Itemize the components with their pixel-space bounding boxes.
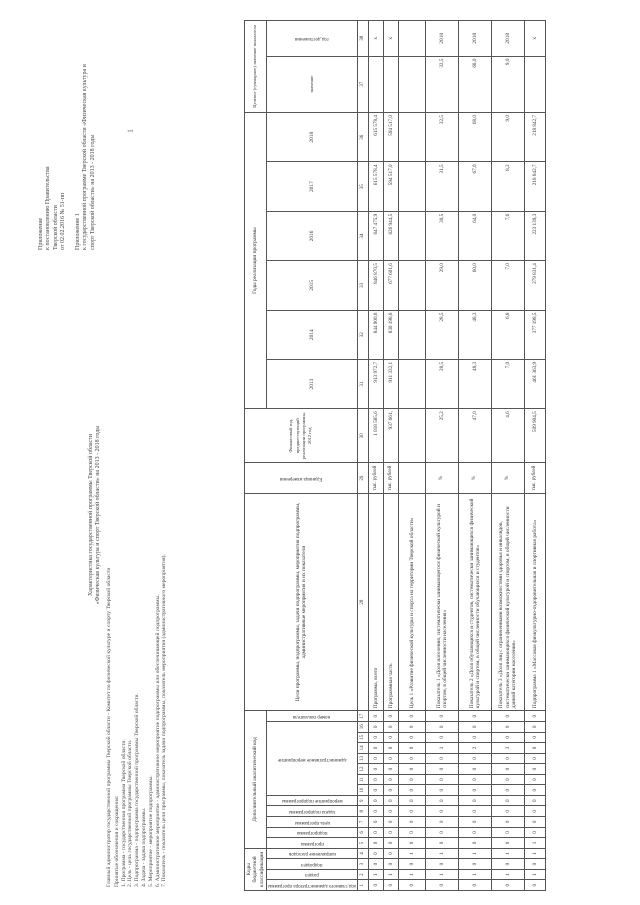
row-unit-cell: тыс. рублей [369, 463, 384, 494]
row-unit-cell: % [492, 463, 525, 494]
col-number: 9 [358, 795, 369, 806]
code-cell: 0 [459, 859, 492, 870]
code-cell: 0 [525, 753, 546, 764]
code-cell: 0 [426, 795, 459, 806]
header-target: Целевое (суммарное) значение показателя [245, 21, 267, 113]
code-cell: 0 [369, 827, 384, 838]
code-cell: 0 [525, 859, 546, 870]
row-unit-cell: тыс. рублей [525, 463, 546, 494]
value-2012-cell [399, 409, 426, 463]
code-cell: 0 [426, 785, 459, 796]
value-2014-cell: 6,8 [492, 310, 525, 359]
code-cell: 0 [525, 806, 546, 817]
code-cell: 0 [492, 795, 525, 806]
target-year-cell: х [525, 21, 546, 57]
value-2013-cell: 7,0 [492, 359, 525, 408]
appendix-line: Тверской области [52, 205, 59, 250]
target-value-cell [369, 56, 384, 112]
code-cell: 0 [426, 774, 459, 785]
col-number: 31 [358, 359, 369, 408]
legend-item: 2. Цель - цель государственной программы Тверской области. [127, 739, 134, 887]
header-value: значение [267, 56, 358, 112]
col-number: 14 [358, 743, 369, 754]
value-2015-cell: 279 831,4 [525, 261, 546, 310]
row-name-cell: Показатель 2 «Доля обучающихся и студентов, систематически занимающихся физической культурой и спортом, в общей численности обучающихся и студентов» [459, 493, 492, 710]
code-cell: 0 [399, 795, 426, 806]
code-cell: 1 [384, 869, 399, 880]
value-2012-cell: 4,6 [492, 409, 525, 463]
col-number: 12 [358, 764, 369, 775]
code-cell: 0 [384, 880, 399, 891]
code-cell: 0 [459, 711, 492, 722]
header-admin-event: административное мероприятие [267, 722, 358, 796]
value-2012-cell: 25,2 [426, 409, 459, 463]
value-2017-cell: 218 842,7 [525, 162, 546, 211]
col-number: 30 [358, 409, 369, 463]
target-value-cell [384, 56, 399, 112]
code-cell: 0 [369, 774, 384, 785]
value-2015-cell [399, 261, 426, 310]
code-cell: 0 [492, 880, 525, 891]
code-cell: 0 [369, 859, 384, 870]
code-cell: 0 [459, 753, 492, 764]
code-cell: 0 [369, 838, 384, 849]
value-2013-cell: 913 972,7 [369, 359, 384, 408]
code-cell: 1 [525, 838, 546, 849]
legend-item: 7. Показатель - показатель цели программы, показатель задачи подпрограммы, показатель мероприятия (административного мероприятия). [161, 554, 168, 887]
header-2016: 2016 [267, 211, 358, 260]
header-csr-sub: подпрограмма [267, 827, 358, 838]
appendix-line: к государственной программе Тверской области «Физическая культура и [82, 64, 89, 250]
legend-item: 6. Административное мероприятие - административное мероприятие подпрограммы или обеспечивающей подпрограммы. [154, 594, 161, 887]
row-unit-cell [399, 463, 426, 494]
code-cell: 0 [384, 785, 399, 796]
target-value-cell [399, 56, 426, 112]
value-2014-cell: 844 900,8 [369, 310, 384, 359]
code-cell: 0 [399, 827, 426, 838]
code-cell: 1 [492, 869, 525, 880]
value-2016-cell [399, 211, 426, 260]
target-year-cell: х [369, 21, 384, 57]
value-2012-cell: 1 018 585,6 [369, 409, 384, 463]
document-heading [88, 275, 102, 755]
code-cell: 0 [492, 859, 525, 870]
header-2015: 2015 [267, 261, 358, 310]
target-value-cell [525, 56, 546, 112]
value-2017-cell: 615 578,4 [369, 162, 384, 211]
value-2014-cell: 48,3 [459, 310, 492, 359]
heading-line: «Физическая культура и спорт Тверской области» на 2013 - 2018 годы [95, 425, 102, 605]
legend-item: 3. Подпрограмма - подпрограмма государственной программы Тверской области. [134, 693, 141, 887]
row-unit-cell: тыс. рублей [384, 463, 399, 494]
code-cell: 0 [492, 827, 525, 838]
code-cell: 0 [384, 722, 399, 733]
code-cell: 0 [426, 859, 459, 870]
header-section: раздел [267, 869, 358, 880]
code-cell: 0 [459, 795, 492, 806]
header-name: Цели программы, подпрограммы, задачи подпрограммы, мероприятия подпрограммы, административные мероприятия и их показатели [245, 493, 358, 710]
target-year-cell: 2018 [426, 21, 459, 57]
code-cell: 0 [369, 785, 384, 796]
code-cell: 0 [426, 722, 459, 733]
table-row [525, 21, 546, 891]
code-cell: 0 [384, 753, 399, 764]
code-cell: 0 [384, 774, 399, 785]
legend-item: Принятые обозначения и сокращения: [113, 795, 120, 887]
col-number: 34 [358, 211, 369, 260]
value-2016-cell: 64,0 [459, 211, 492, 260]
value-2018-cell: 32,5 [426, 112, 459, 161]
code-cell: 0 [369, 711, 384, 722]
value-2013-cell [399, 359, 426, 408]
code-cell: 1 [399, 869, 426, 880]
target-year-cell: х [384, 21, 399, 57]
code-cell: 0 [399, 774, 426, 785]
code-cell: 1 [426, 848, 459, 859]
code-cell: 0 [384, 806, 399, 817]
code-cell: 1 [369, 869, 384, 880]
code-cell: 0 [384, 795, 399, 806]
col-number: 4 [358, 848, 369, 859]
row-unit-cell: % [459, 463, 492, 494]
col-number: 17 [358, 711, 369, 722]
code-cell: 0 [399, 880, 426, 891]
code-cell: 0 [492, 774, 525, 785]
code-cell: 0 [399, 743, 426, 754]
appendix-line: от 02.02.2016 № 51-пп [60, 192, 67, 250]
legend-item: 5. Мероприятие - мероприятие подпрограммы. [147, 775, 154, 887]
header-year-reach: год достижения [267, 21, 358, 57]
value-2017-cell: 8,2 [492, 162, 525, 211]
code-cell: 0 [384, 827, 399, 838]
value-2017-cell: 67,0 [459, 162, 492, 211]
header-event: мероприятие подпрограммы [267, 795, 358, 806]
value-2015-cell: 7,0 [492, 261, 525, 310]
code-cell: 0 [384, 764, 399, 775]
col-number: 37 [358, 56, 369, 112]
header-csr-prog: программа [267, 838, 358, 849]
code-cell: 0 [492, 806, 525, 817]
col-number: 10 [358, 785, 369, 796]
code-cell: 0 [426, 817, 459, 828]
code-cell: 0 [492, 764, 525, 775]
target-year-cell [399, 21, 426, 57]
code-cell: 0 [426, 732, 459, 743]
code-cell: 0 [384, 859, 399, 870]
header-fin-2012: Финансовый год, предшествующий реализации программы, 2012 год [245, 409, 358, 463]
value-2015-cell: 677 601,6 [384, 261, 399, 310]
legend-item: 1. Программа - государственная программа Тверской области. [120, 739, 127, 887]
table-row [384, 21, 399, 891]
value-2016-cell: 7,6 [492, 211, 525, 260]
code-cell: 0 [426, 838, 459, 849]
legend-lead: Главный администратор государственной программы Тверской области - Комитет по физической культуре и спорту Тверской области [106, 567, 112, 887]
code-cell: 0 [525, 827, 546, 838]
header-admin: код главного администратора программы [267, 880, 358, 891]
col-number: 33 [358, 261, 369, 310]
code-cell: 0 [459, 817, 492, 828]
code-cell: 0 [399, 753, 426, 764]
code-cell: 0 [399, 785, 426, 796]
code-cell: 0 [459, 722, 492, 733]
value-2012-cell: 47,0 [459, 409, 492, 463]
code-cell: 0 [369, 880, 384, 891]
code-cell: 0 [384, 743, 399, 754]
code-cell: 0 [369, 817, 384, 828]
code-cell: 0 [369, 848, 384, 859]
code-cell: 1 [459, 869, 492, 880]
code-cell: 0 [399, 817, 426, 828]
code-cell: 1 [426, 743, 459, 754]
code-cell: 0 [369, 806, 384, 817]
header-2014: 2014 [267, 310, 358, 359]
code-cell: 0 [459, 785, 492, 796]
heading-line: Характеристика государственной программы Тверской области [88, 433, 94, 597]
code-cell: 1 [525, 848, 546, 859]
code-cell: 0 [459, 880, 492, 891]
header-2013: 2013 [267, 359, 358, 408]
code-cell: 0 [459, 732, 492, 743]
code-cell: 0 [525, 764, 546, 775]
col-number: 16 [358, 722, 369, 733]
value-2013-cell: 911 332,1 [384, 359, 399, 408]
header-budget-classification: Коды бюджетной классификации [245, 848, 267, 890]
column-numbers-row [358, 21, 369, 891]
target-value-cell: 9,0 [492, 56, 525, 112]
code-cell: 2 [459, 743, 492, 754]
header-subsection: подраздел [267, 859, 358, 870]
value-2014-cell: 830 198,8 [384, 310, 399, 359]
code-cell: 0 [399, 806, 426, 817]
code-cell: 0 [525, 722, 546, 733]
appendix-line: к постановлению Правительства [45, 166, 52, 250]
value-2018-cell: 218 842,7 [525, 112, 546, 161]
row-name-cell: Показатель 1 «Доля населения, систематически занимающегося физической культурой и спортом, в общей численности населения» [426, 493, 459, 710]
code-cell: 0 [399, 838, 426, 849]
code-cell: 1 [426, 869, 459, 880]
value-2018-cell: 9,0 [492, 112, 525, 161]
code-cell: 0 [459, 827, 492, 838]
code-cell: 0 [426, 753, 459, 764]
appendix-line [68, 20, 75, 250]
col-number: 1 [358, 880, 369, 891]
col-number: 6 [358, 827, 369, 838]
code-cell: 0 [369, 764, 384, 775]
appendix-line: Приложение [38, 217, 44, 250]
code-cell: 0 [399, 732, 426, 743]
col-number: 28 [358, 493, 369, 710]
value-2018-cell: 615 578,4 [369, 112, 384, 161]
target-year-cell: 2018 [492, 21, 525, 57]
code-cell: 0 [426, 880, 459, 891]
appendix-line: Приложение 1 [75, 213, 82, 250]
col-number: 13 [358, 753, 369, 764]
value-2012-cell: 937 661, [384, 409, 399, 463]
value-2017-cell: 31,5 [426, 162, 459, 211]
table-row [369, 21, 384, 891]
code-cell: 0 [525, 743, 546, 754]
code-cell: 0 [492, 732, 525, 743]
code-cell: 0 [492, 722, 525, 733]
program-table [244, 20, 546, 891]
code-cell: 0 [426, 764, 459, 775]
target-value-cell: 68,0 [459, 56, 492, 112]
col-number: 15 [358, 732, 369, 743]
code-cell: 0 [492, 785, 525, 796]
code-cell: 0 [492, 838, 525, 849]
code-cell: 0 [369, 753, 384, 764]
header-task: задача подпрограммы [267, 806, 358, 817]
code-cell: 0 [492, 711, 525, 722]
value-2016-cell: 626 944,5 [384, 211, 399, 260]
code-cell: 0 [384, 838, 399, 849]
value-2017-cell [399, 162, 426, 211]
value-2018-cell [399, 112, 426, 161]
header-2018: 2018 [267, 112, 358, 161]
code-cell: 0 [399, 722, 426, 733]
row-unit-cell: % [426, 463, 459, 494]
value-2015-cell: 846 870,5 [369, 261, 384, 310]
col-number: 2 [358, 869, 369, 880]
value-2016-cell: 30,5 [426, 211, 459, 260]
col-number: 32 [358, 310, 369, 359]
code-cell: 0 [525, 732, 546, 743]
code-cell: 0 [492, 753, 525, 764]
header-goal: цель программы [267, 817, 358, 828]
col-number: 29 [358, 463, 369, 494]
code-cell: 0 [459, 774, 492, 785]
row-name-cell: Цель 1 «Развитие физической культуры и спорта на территории Тверской области» [399, 493, 426, 710]
code-cell: 0 [492, 817, 525, 828]
code-cell: 1 [459, 848, 492, 859]
value-2016-cell: 223 139,3 [525, 211, 546, 260]
code-cell: 0 [384, 711, 399, 722]
code-cell: 0 [459, 806, 492, 817]
header-years: Годы реализации программы [245, 112, 267, 408]
col-number: 11 [358, 774, 369, 785]
code-cell: 0 [525, 774, 546, 785]
value-2017-cell: 594 517,0 [384, 162, 399, 211]
col-number: 38 [358, 21, 369, 57]
value-2013-cell: 461 363,9 [525, 359, 546, 408]
value-2016-cell: 647 475,9 [369, 211, 384, 260]
appendix-note [38, 20, 97, 250]
code-cell: 0 [525, 817, 546, 828]
table-row [492, 21, 525, 891]
col-number: 3 [358, 859, 369, 870]
target-value-cell: 32,5 [426, 56, 459, 112]
code-cell: 0 [525, 785, 546, 796]
code-cell: 0 [525, 880, 546, 891]
table-row [426, 21, 459, 891]
header-program-code: Дополнительный аналитический код [245, 711, 267, 848]
col-number: 8 [358, 806, 369, 817]
legend [106, 387, 168, 887]
header-2017: 2017 [267, 162, 358, 211]
value-2013-cell: 28,5 [426, 359, 459, 408]
code-cell: 1 [399, 848, 426, 859]
value-2015-cell: 60,0 [459, 261, 492, 310]
code-cell: 1 [525, 869, 546, 880]
code-cell: 0 [459, 764, 492, 775]
code-cell: 0 [399, 764, 426, 775]
header-csr: направление расходов [267, 848, 358, 859]
code-cell: 3 [492, 743, 525, 754]
code-cell: 1 [492, 848, 525, 859]
row-name-cell: Показатель 3 «Доля лиц с ограниченными возможностями здоровья и инвалидов, систематически занимающихся физической культурой и спортом, в общей численности данной категории населения» [492, 493, 525, 710]
col-number: 5 [358, 838, 369, 849]
value-2014-cell: 28,5 [426, 310, 459, 359]
col-number: 7 [358, 817, 369, 828]
table-row [399, 21, 426, 891]
header-indicator: номер показателя [267, 711, 358, 722]
code-cell: 0 [426, 711, 459, 722]
code-cell: 0 [384, 848, 399, 859]
code-cell: 0 [426, 806, 459, 817]
page-mark: 1 [126, 129, 135, 133]
value-2015-cell: 29,0 [426, 261, 459, 310]
code-cell: 0 [369, 795, 384, 806]
value-2018-cell: 594 517,0 [384, 112, 399, 161]
value-2018-cell: 68,0 [459, 112, 492, 161]
target-year-cell: 2018 [459, 21, 492, 57]
col-number: 35 [358, 162, 369, 211]
value-2012-cell: 509 904,5 [525, 409, 546, 463]
legend-item: 4. Задача - задача подпрограммы. [140, 807, 147, 887]
col-number: 36 [358, 112, 369, 161]
value-2014-cell: 377 198,5 [525, 310, 546, 359]
appendix-line: спорт Тверской области» на 2013 - 2018 годы [89, 134, 96, 250]
header-unit: Единица измерения [245, 463, 358, 494]
table-body [369, 21, 546, 891]
code-cell: 0 [399, 859, 426, 870]
code-cell: 0 [369, 743, 384, 754]
row-name-cell: Подпрограмма 1 «Массовая физкультурно-оздоровительная и спортивная работа» [525, 493, 546, 710]
code-cell: 0 [525, 795, 546, 806]
code-cell: 0 [369, 722, 384, 733]
code-cell: 0 [369, 732, 384, 743]
table-row [459, 21, 492, 891]
value-2013-cell: 48,3 [459, 359, 492, 408]
code-cell: 0 [426, 827, 459, 838]
row-name-cell: Программная часть [384, 493, 399, 710]
code-cell: 0 [459, 838, 492, 849]
value-2014-cell [399, 310, 426, 359]
code-cell: 0 [384, 732, 399, 743]
code-cell: 0 [399, 711, 426, 722]
code-cell: 0 [525, 711, 546, 722]
row-name-cell: Программа, всего [369, 493, 384, 710]
code-cell: 0 [384, 817, 399, 828]
